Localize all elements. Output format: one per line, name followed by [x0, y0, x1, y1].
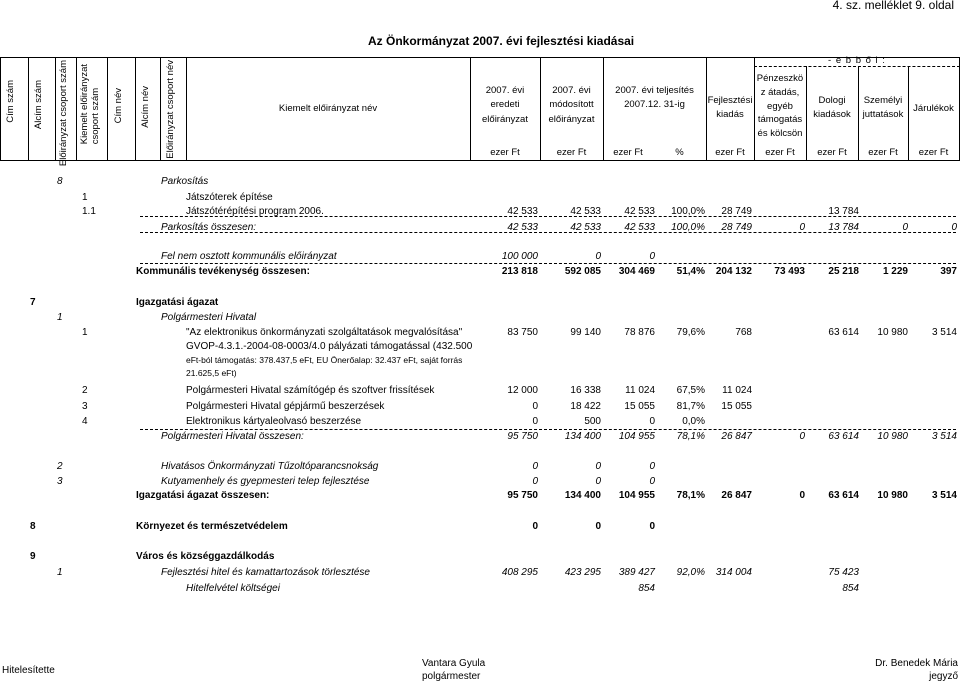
unit-teljesites: ezer Ft: [613, 147, 643, 158]
header-modositott-eloiranyzat: 2007. évi módosított előirányzat: [548, 85, 595, 125]
row-name: Igazgatási ágazat: [136, 297, 219, 308]
unit-szemelyi: ezer Ft: [868, 147, 898, 158]
row-value: 768: [735, 327, 752, 338]
row-name: Fejlesztési hitel és kamattartozások törlesztése: [161, 567, 370, 578]
row-name: Parkosítás összesen:: [161, 222, 257, 233]
row-name: GVOP-4.3.1.-2004-08-0003/4.0 pályázati támogatással (432.500: [186, 341, 473, 352]
row-value: 3 514: [931, 431, 957, 442]
page-title: Az Önkormányzat 2007. évi fejlesztési kiadásai: [368, 34, 635, 48]
row-value: 42 533: [570, 206, 601, 217]
row-value: 18 422: [570, 401, 601, 412]
header-eloiranyzat-csoport-nev: Előirányzat csoport név: [165, 60, 176, 159]
row-value: 0: [649, 251, 655, 262]
row-value: 397: [940, 266, 957, 277]
row-value: 0: [532, 476, 538, 487]
row-name: Játszóterek építése: [186, 192, 273, 203]
header-dologi-kiadasok: Dologi kiadások: [813, 95, 851, 121]
row-name: Hivatásos Önkormányzati Tűzoltóparancsnokság: [161, 461, 379, 472]
row-value: 100,0%: [671, 222, 705, 233]
row-name: Polgármesteri Hivatal gépjármű beszerzések: [186, 401, 385, 412]
row-code: 2: [82, 385, 88, 396]
row-name: Környezet és természetvédelem: [136, 521, 288, 532]
row-value: 314 004: [715, 567, 752, 578]
row-code: 1: [82, 327, 88, 338]
header-szemelyi-juttatasok: Személyi juttatások: [862, 95, 904, 121]
row-code: 1: [82, 192, 88, 203]
row-name: Játszótérépítési program 2006.: [186, 206, 324, 217]
row-name: Város és községgazdálkodás: [136, 551, 275, 562]
row-value: 3 514: [931, 490, 957, 501]
header-cim-szam: Cím szám: [5, 80, 16, 123]
row-value: 78,1%: [676, 490, 705, 501]
row-value: 13 784: [828, 206, 859, 217]
row-value: 0: [595, 251, 601, 262]
row-code: 1.1: [82, 206, 96, 217]
row-value: 0: [595, 521, 601, 532]
row-code: 8: [30, 521, 36, 532]
page-reference: 4. sz. melléklet 9. oldal: [832, 0, 954, 12]
row-value: 0: [799, 490, 805, 501]
row-value: 0,0%: [682, 416, 705, 427]
header-kiemelt-eloiranyzat-nev: Kiemelt előirányzat név: [278, 103, 378, 114]
row-code: 4: [82, 416, 88, 427]
row-value: 389 427: [618, 567, 655, 578]
row-value: 134 400: [564, 431, 601, 442]
row-value: 28 749: [721, 222, 752, 233]
row-value: 0: [799, 431, 805, 442]
header-alcim-nev: Alcím név: [140, 86, 151, 128]
row-value: 10 980: [877, 327, 908, 338]
row-code: 1: [57, 567, 63, 578]
row-value: 79,6%: [676, 327, 705, 338]
row-value: 0: [649, 476, 655, 487]
row-name: 21.625,5 eFt): [186, 368, 237, 378]
row-value: 408 295: [501, 567, 538, 578]
row-value: 92,0%: [676, 567, 705, 578]
header-jarulekok: Járulékok: [913, 103, 954, 114]
header-teljesites: 2007. évi teljesítés 2007.12. 31-ig: [615, 85, 694, 111]
row-value: 99 140: [570, 327, 601, 338]
row-value: 134 400: [564, 490, 601, 501]
row-name: eFt-ból támogatás: 378.437,5 eFt, EU Önerőalap: 32.437 eFt, saját forrás: [186, 355, 463, 365]
row-value: 304 469: [618, 266, 655, 277]
row-name: Parkosítás: [161, 176, 209, 187]
row-value: 100 000: [501, 251, 538, 262]
row-name: Hitelfelvétel költségei: [186, 583, 280, 594]
row-value: 25 218: [828, 266, 859, 277]
row-value: 0: [532, 461, 538, 472]
row-value: 42 533: [624, 206, 655, 217]
row-value: 73 493: [774, 266, 805, 277]
row-code: 3: [82, 401, 88, 412]
row-value: 0: [902, 222, 908, 233]
header-kiemelt-eloiranyzat-csoport-szam: Kiemelt előirányzat csoport szám: [79, 64, 101, 145]
row-name: Kommunális tevékenység összesen:: [136, 266, 310, 277]
row-value: 63 614: [828, 431, 859, 442]
row-value: 104 955: [618, 490, 655, 501]
row-value: 51,4%: [676, 266, 705, 277]
unit-percent: %: [675, 147, 684, 158]
row-value: 10 980: [877, 490, 908, 501]
row-value: 11 024: [722, 385, 752, 396]
row-value: 0: [799, 222, 805, 233]
row-code: 9: [30, 551, 36, 562]
row-value: 0: [595, 476, 601, 487]
row-value: 0: [532, 416, 538, 427]
row-code: 7: [30, 297, 36, 308]
footer-hitelesitette: Hitelesítette: [2, 665, 55, 676]
unit-eredeti: ezer Ft: [490, 147, 520, 158]
row-value: 13 784: [828, 222, 859, 233]
unit-modositott: ezer Ft: [556, 147, 587, 158]
row-value: 0: [595, 461, 601, 472]
row-value: 42 533: [507, 222, 538, 233]
row-value: 3 514: [931, 327, 957, 338]
row-value: 75 423: [828, 567, 859, 578]
row-value: 10 980: [877, 431, 908, 442]
row-value: 1 229: [882, 266, 908, 277]
row-value: 83 750: [507, 327, 538, 338]
row-value: 15 055: [624, 401, 655, 412]
row-value: 95 750: [507, 431, 538, 442]
row-value: 95 750: [507, 490, 538, 501]
row-value: 0: [649, 416, 655, 427]
row-value: 26 847: [721, 431, 752, 442]
row-name: Polgármesteri Hivatal számítógép és szoftver frissítések: [186, 385, 435, 396]
row-value: 0: [532, 401, 538, 412]
row-value: 81,7%: [676, 401, 705, 412]
row-name: Elektronikus kártyaleolvasó beszerzése: [186, 416, 362, 427]
footer-notary: Dr. Benedek Mária jegyző: [875, 658, 958, 682]
header-cim-nev: Cím név: [113, 88, 124, 124]
row-value: 26 847: [721, 490, 752, 501]
unit-fejlesztesi: ezer Ft: [715, 147, 745, 158]
row-name: Polgármesteri Hivatal: [161, 312, 257, 323]
row-value: 423 295: [564, 567, 601, 578]
row-value: 213 818: [501, 266, 538, 277]
row-value: 63 614: [828, 327, 859, 338]
row-value: 0: [649, 461, 655, 472]
row-code: 3: [57, 476, 63, 487]
row-name: Kutyamenhely és gyepmesteri telep fejlesztése: [161, 476, 370, 487]
row-name: Igazgatási ágazat összesen:: [136, 490, 270, 501]
row-code: 1: [57, 312, 63, 323]
row-value: 0: [951, 222, 957, 233]
row-value: 67,5%: [676, 385, 705, 396]
footer-mayor: Vantara Gyula polgármester: [422, 658, 486, 682]
row-value: 28 749: [721, 206, 752, 217]
row-value: 854: [638, 583, 655, 594]
row-name: Polgármesteri Hivatal összesen:: [161, 431, 304, 442]
header-alcim-szam: Alcím szám: [33, 80, 44, 130]
row-value: 104 955: [618, 431, 655, 442]
row-value: 592 085: [564, 266, 601, 277]
row-value: 204 132: [715, 266, 752, 277]
unit-penzeszkoz: ezer Ft: [765, 147, 795, 158]
row-value: 854: [842, 583, 859, 594]
header-eredeti-eloiranyzat: 2007. évi eredeti előirányzat: [482, 85, 528, 125]
row-code: 2: [57, 461, 63, 472]
row-value: 78 876: [624, 327, 655, 338]
row-value: 42 533: [570, 222, 601, 233]
row-value: 42 533: [507, 206, 538, 217]
header-eloiranyzat-csoport-szam: Előirányzat csoport szám: [58, 60, 69, 167]
row-value: 12 000: [507, 385, 538, 396]
header-ebbol: - e b b ő l :: [828, 55, 886, 66]
row-value: 78,1%: [676, 431, 705, 442]
header-penzeszkoz-atadas: Pénzeszkö z átadás, egyéb támogatás és kölcsön: [756, 73, 804, 140]
row-value: 63 614: [828, 490, 859, 501]
row-value: 16 338: [570, 385, 601, 396]
unit-jarulekok: ezer Ft: [918, 147, 949, 158]
row-value: 11 024: [625, 385, 655, 396]
row-code: 8: [57, 176, 63, 187]
row-name: "Az elektronikus önkormányzati szolgáltatások megvalósítása": [186, 327, 463, 338]
header-fejlesztesi-kiadas: Fejlesztési kiadás: [707, 95, 753, 121]
row-value: 500: [584, 416, 601, 427]
row-value: 100,0%: [671, 206, 705, 217]
unit-dologi: ezer Ft: [817, 147, 847, 158]
row-value: 42 533: [624, 222, 655, 233]
row-value: 0: [649, 521, 655, 532]
row-value: 15 055: [721, 401, 752, 412]
row-name: Fel nem osztott kommunális előirányzat: [161, 251, 337, 262]
row-value: 0: [532, 521, 538, 532]
